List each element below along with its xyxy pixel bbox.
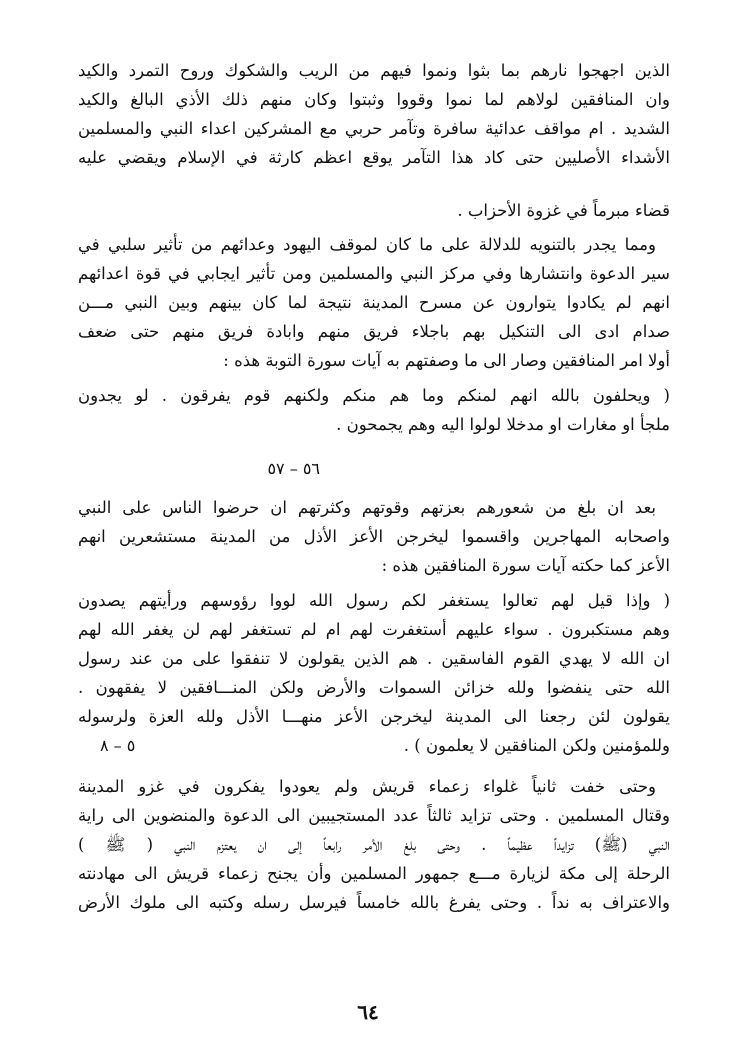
text-line: ومما يجدر بالتنويه للدلالة على ما كان لموقف اليهود وعدائهم من تأثير سلبي في [78,235,656,254]
text-line: وان المنافقين لولاهم لما نموا وقووا وثبتوا وكان منهم ذلك الأذي البالغ والكيد [78,90,670,109]
text-line: صدام ادى الى التنكيل بهم باجلاء فريق منهم وابادة فريق منهم حتى ضعف [78,322,670,341]
text-line: وحتى خفت ثانياً غلواء زعماء قريش ولم يعودوا يفكرون في غزو المدينة [78,777,656,796]
verse-line: وهم مستكبرون . سواء عليهم أستغفرت لهم ام لم تستغفر لهم لن يغفر الله لهم [78,620,670,639]
text-line: واصحابه المهاجرين واقسموا ليخرجن الأعز الأذل من المدينة مستشعرين انهم [78,527,670,546]
text-line: قضاء مبرماً في غزوة الأحزاب . [457,201,670,220]
verse-line: ملجأ او مغارات او مدخلا لولوا اليه وهم يجمحون . [336,415,670,434]
text-line: الأشداء الأصليين حتى كاد هذا التآمر يوقع اعظم كارثة في الإسلام ويقضي عليه [78,148,670,167]
verse-line: الله حتى ينفضوا ولله خزائن السموات والأرض ولكن المنـــافقين لا يفقهون . [78,678,670,697]
verse-line: يقولون لئن رجعنا الى المدينة ليخرجن الأعز منهـــا الأذل ولله العزة ولرسوله [78,707,670,726]
text-line: الرحلة إلى مكة لزيارة مـــع جمهور المسلمين وأن يجنح زعماء قريش الى مهادنته [78,864,670,883]
text-line: بعد ان بلغ من شعورهم بعزتهم وقوتهم وكثرتهم ان حرضوا الناس على النبي [78,498,656,517]
verse-line: ( ويحلفون بالله انهم لمنكم وما هم منكم ولكنهم قوم يفرقون . لو يجدون [78,386,670,405]
text-line: أولا امر المنافقين وصار الى ما وصفتهم به آيات سورة التوبة هذه : [223,351,670,370]
text-line: وقتال المسلمين . وحتى تزايد ثالثاً عدد المستجيبين الى الدعوة والمنضوين الى راية [78,806,670,825]
text-line: الشديد . ام مواقف عدائية سافرة وتآمر حربي مع المشركين اعداء النبي والمسلمين [78,119,670,138]
verse-line: ( وإذا قيل لهم تعالوا يستغفر لكم رسول الله لووا رؤوسهم ورأيتهم يصدون [78,591,670,610]
text-line: الذين اجهجوا نارهم بما بثوا ونموا فيهم من الريب والشكوك وروح التمرد والكيد [78,61,670,80]
text-line: الأعز كما حكته آيات سورة المنافقين هذه : [381,556,670,575]
text-line: سير الدعوة وانتشارها وفي مركز النبي والمسلمين ومن تأثير ايجابي في قوة اعدائهم [78,264,670,283]
document-page [78,56,670,1046]
text-line: انهم لم يكادوا يتوارون عن مسرح المدينة نتيجة لما كان بينهم وبين النبي مـــن [78,293,670,312]
verse-reference: ٥٦ – ٥٧ [267,459,320,478]
verse-line: وللمؤمنين ولكن المنافقين لا يعلمون ) . [403,736,670,755]
verse-reference: ٥ – ٨ [100,736,136,755]
page-number: ٦٤ [357,1000,379,1024]
verse-line: ان الله لا يهدي القوم الفاسقين . هم الذين يقولون لا تنفقوا على من عند رسول [78,649,670,668]
text-line: النبي (ﷺ) تزايداً عظيماً . وحتى بلغ الأمر رابعاً إلى ان يعتزم النبي ( ﷺ ) [78,835,670,854]
text-line: والاعتراف به نداً . وحتى يفرغ بالله خامساً فيرسل رسله وكتبه الى ملوك الأرض [78,893,670,912]
